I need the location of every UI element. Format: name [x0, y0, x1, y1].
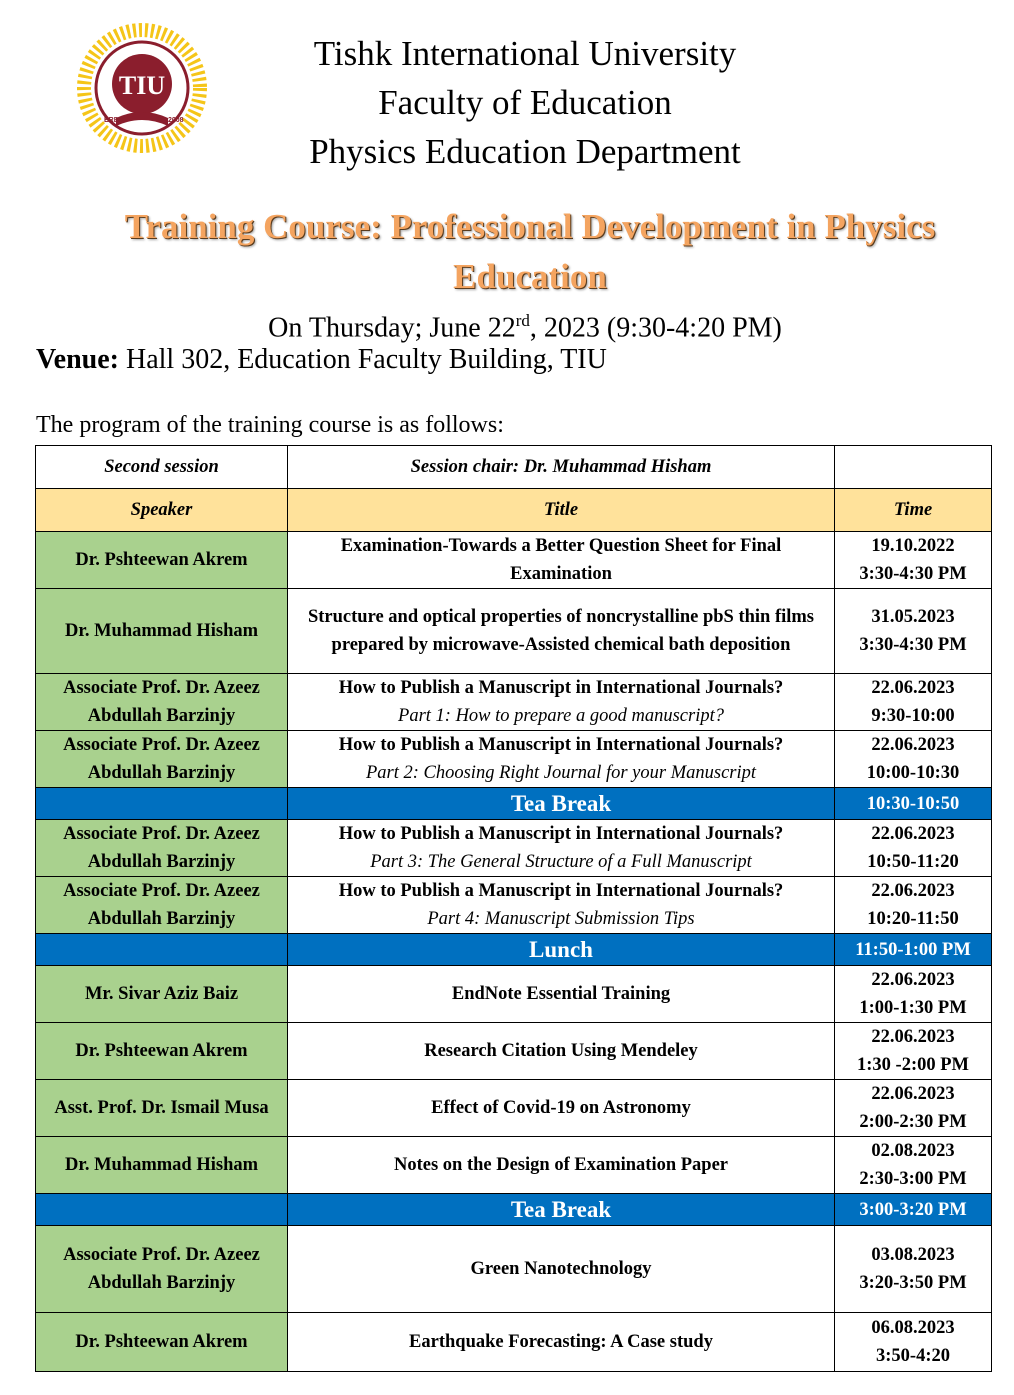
- talk-title: Green Nanotechnology: [470, 1259, 652, 1279]
- program-row: [36, 1023, 992, 1080]
- title-cell: [288, 820, 835, 877]
- title-cell: [288, 966, 835, 1023]
- title-cell: [288, 674, 835, 731]
- talk-date: 06.08.2023: [871, 1318, 955, 1338]
- talk-title: How to Publish a Manuscript in International Journals?: [338, 824, 784, 844]
- speaker-cell: Associate Prof. Dr. Azeez Abdullah Barzinjy: [36, 731, 288, 788]
- talk-title: EndNote Essential Training: [451, 984, 671, 1004]
- speaker-cell: Asst. Prof. Dr. Ismail Musa: [36, 1080, 288, 1137]
- talk-title: Notes on the Design of Examination Paper: [393, 1155, 729, 1175]
- program-row: [36, 877, 992, 934]
- logo-year: 2008: [168, 117, 184, 124]
- venue-text: Hall 302, Education Faculty Building, TIU: [118, 344, 607, 375]
- program-row: [36, 1313, 992, 1372]
- title-cell: [288, 1080, 835, 1137]
- event-venue: [36, 342, 607, 378]
- talk-time: 1:00-1:30 PM: [859, 998, 967, 1018]
- talk-part: Part 2: Choosing Right Journal for your Manuscript: [365, 763, 757, 783]
- speaker-cell: Dr. Pshteewan Akrem: [36, 532, 288, 589]
- break-time: 10:30-10:50: [835, 788, 992, 820]
- university-logo: [64, 22, 220, 154]
- talk-date: 22.06.2023: [871, 735, 955, 755]
- time-cell: [835, 532, 992, 589]
- time-cell: [835, 820, 992, 877]
- talk-title: Research Citation Using Mendeley: [424, 1041, 698, 1061]
- talk-date: 22.06.2023: [871, 824, 955, 844]
- title-cell: [288, 731, 835, 788]
- session-empty-cell: [835, 446, 992, 489]
- talk-time: 2:30-3:00 PM: [859, 1169, 967, 1189]
- talk-time: 3:30-4:30 PM: [859, 635, 967, 655]
- header-time: Time: [835, 489, 992, 532]
- time-cell: [835, 877, 992, 934]
- faculty-name: Faculty of Education: [378, 83, 672, 122]
- break-row: [36, 934, 992, 966]
- talk-date: 22.06.2023: [871, 678, 955, 698]
- speaker-cell: Associate Prof. Dr. Azeez Abdullah Barzinjy: [36, 820, 288, 877]
- talk-title: How to Publish a Manuscript in International Journals?: [338, 735, 784, 755]
- title-cell: [288, 1226, 835, 1313]
- talk-title: Examination-Towards a Better Question Sheet for Final Examination: [340, 536, 782, 584]
- course-title: [60, 202, 1000, 302]
- time-cell: [835, 674, 992, 731]
- program-table: [35, 445, 992, 1372]
- time-cell: [835, 1137, 992, 1194]
- title-cell: [288, 1313, 835, 1372]
- logo-initials: TIU: [118, 71, 166, 100]
- break-label: Lunch: [288, 934, 835, 966]
- talk-date: 22.06.2023: [871, 970, 955, 990]
- header-speaker: Speaker: [36, 489, 288, 532]
- program-row: [36, 532, 992, 589]
- title-cell: [288, 1137, 835, 1194]
- speaker-cell: Dr. Muhammad Hisham: [36, 589, 288, 674]
- speaker-cell: Dr. Pshteewan Akrem: [36, 1023, 288, 1080]
- venue-label: Venue:: [36, 344, 119, 375]
- program-row: [36, 1226, 992, 1313]
- talk-time: 10:20-11:50: [867, 909, 959, 929]
- talk-date: 22.06.2023: [871, 881, 955, 901]
- break-time: 3:00-3:20 PM: [835, 1194, 992, 1226]
- time-cell: [835, 966, 992, 1023]
- program-row: [36, 731, 992, 788]
- talk-part: Part 4: Manuscript Submission Tips: [427, 909, 695, 929]
- speaker-cell: Mr. Sivar Aziz Baiz: [36, 966, 288, 1023]
- program-row: [36, 589, 992, 674]
- time-cell: [835, 1080, 992, 1137]
- talk-time: 3:30-4:30 PM: [859, 564, 967, 584]
- break-label: Tea Break: [288, 788, 835, 820]
- program-row: [36, 1080, 992, 1137]
- program-row: [36, 1137, 992, 1194]
- speaker-cell: Associate Prof. Dr. Azeez Abdullah Barzinjy: [36, 877, 288, 934]
- speaker-cell: Dr. Pshteewan Akrem: [36, 1313, 288, 1372]
- break-row: [36, 788, 992, 820]
- time-cell: [835, 731, 992, 788]
- header-title: Title: [288, 489, 835, 532]
- talk-title: How to Publish a Manuscript in International Journals?: [338, 678, 784, 698]
- time-cell: [835, 1023, 992, 1080]
- time-cell: [835, 589, 992, 674]
- talk-time: 3:50-4:20: [876, 1346, 950, 1366]
- time-cell: [835, 1226, 992, 1313]
- session-label: Second session: [36, 446, 288, 489]
- talk-title: Structure and optical properties of noncrystalline pbS thin films prepared by microwave-Assisted chemical bath deposition: [307, 607, 815, 655]
- talk-part: Part 3: The General Structure of a Full Manuscript: [370, 852, 752, 872]
- talk-date: 02.08.2023: [871, 1141, 955, 1161]
- session-row: [36, 446, 992, 489]
- break-time: 11:50-1:00 PM: [835, 934, 992, 966]
- speaker-cell: Associate Prof. Dr. Azeez Abdullah Barzinjy: [36, 1226, 288, 1313]
- talk-time: 9:30-10:00: [871, 706, 955, 726]
- break-label: Tea Break: [288, 1194, 835, 1226]
- talk-title: How to Publish a Manuscript in International Journals?: [338, 881, 784, 901]
- talk-title: Earthquake Forecasting: A Case study: [409, 1332, 713, 1352]
- event-date: On Thursday; June 22rd, 2023 (9:30-4:20 PM): [268, 311, 782, 344]
- talk-time: 3:20-3:50 PM: [859, 1273, 967, 1293]
- talk-date: 31.05.2023: [871, 607, 955, 627]
- break-empty-cell: [36, 788, 288, 820]
- university-name: Tishk International University: [313, 34, 737, 73]
- talk-time: 10:50-11:20: [867, 852, 959, 872]
- speaker-cell: Associate Prof. Dr. Azeez Abdullah Barzinjy: [36, 674, 288, 731]
- header-row: [36, 489, 992, 532]
- talk-time: 2:00-2:30 PM: [859, 1112, 967, 1132]
- break-empty-cell: [36, 1194, 288, 1226]
- talk-date: 22.06.2023: [871, 1027, 955, 1047]
- talk-date: 03.08.2023: [871, 1245, 955, 1265]
- program-row: [36, 966, 992, 1023]
- break-row: [36, 1194, 992, 1226]
- course-title-line1: Training Course: Professional Development in Physics: [124, 207, 936, 246]
- talk-part: Part 1: How to prepare a good manuscript?: [398, 706, 724, 726]
- program-row: [36, 820, 992, 877]
- talk-title: Effect of Covid-19 on Astronomy: [431, 1098, 691, 1118]
- course-title-line2: Education: [453, 257, 607, 296]
- logo-city: ERBIL: [104, 117, 125, 124]
- title-cell: [288, 1023, 835, 1080]
- title-cell: [288, 532, 835, 589]
- time-cell: [835, 1313, 992, 1372]
- title-cell: [288, 589, 835, 674]
- program-intro: The program of the training course is as follows:: [36, 412, 504, 438]
- title-cell: [288, 877, 835, 934]
- talk-date: 22.06.2023: [871, 1084, 955, 1104]
- department-name: Physics Education Department: [309, 132, 741, 171]
- talk-time: 10:00-10:30: [866, 763, 960, 783]
- speaker-cell: Dr. Muhammad Hisham: [36, 1137, 288, 1194]
- program-row: [36, 674, 992, 731]
- talk-date: 19.10.2022: [871, 536, 955, 556]
- break-empty-cell: [36, 934, 288, 966]
- talk-time: 1:30 -2:00 PM: [857, 1055, 969, 1075]
- session-chair: Session chair: Dr. Muhammad Hisham: [288, 446, 835, 489]
